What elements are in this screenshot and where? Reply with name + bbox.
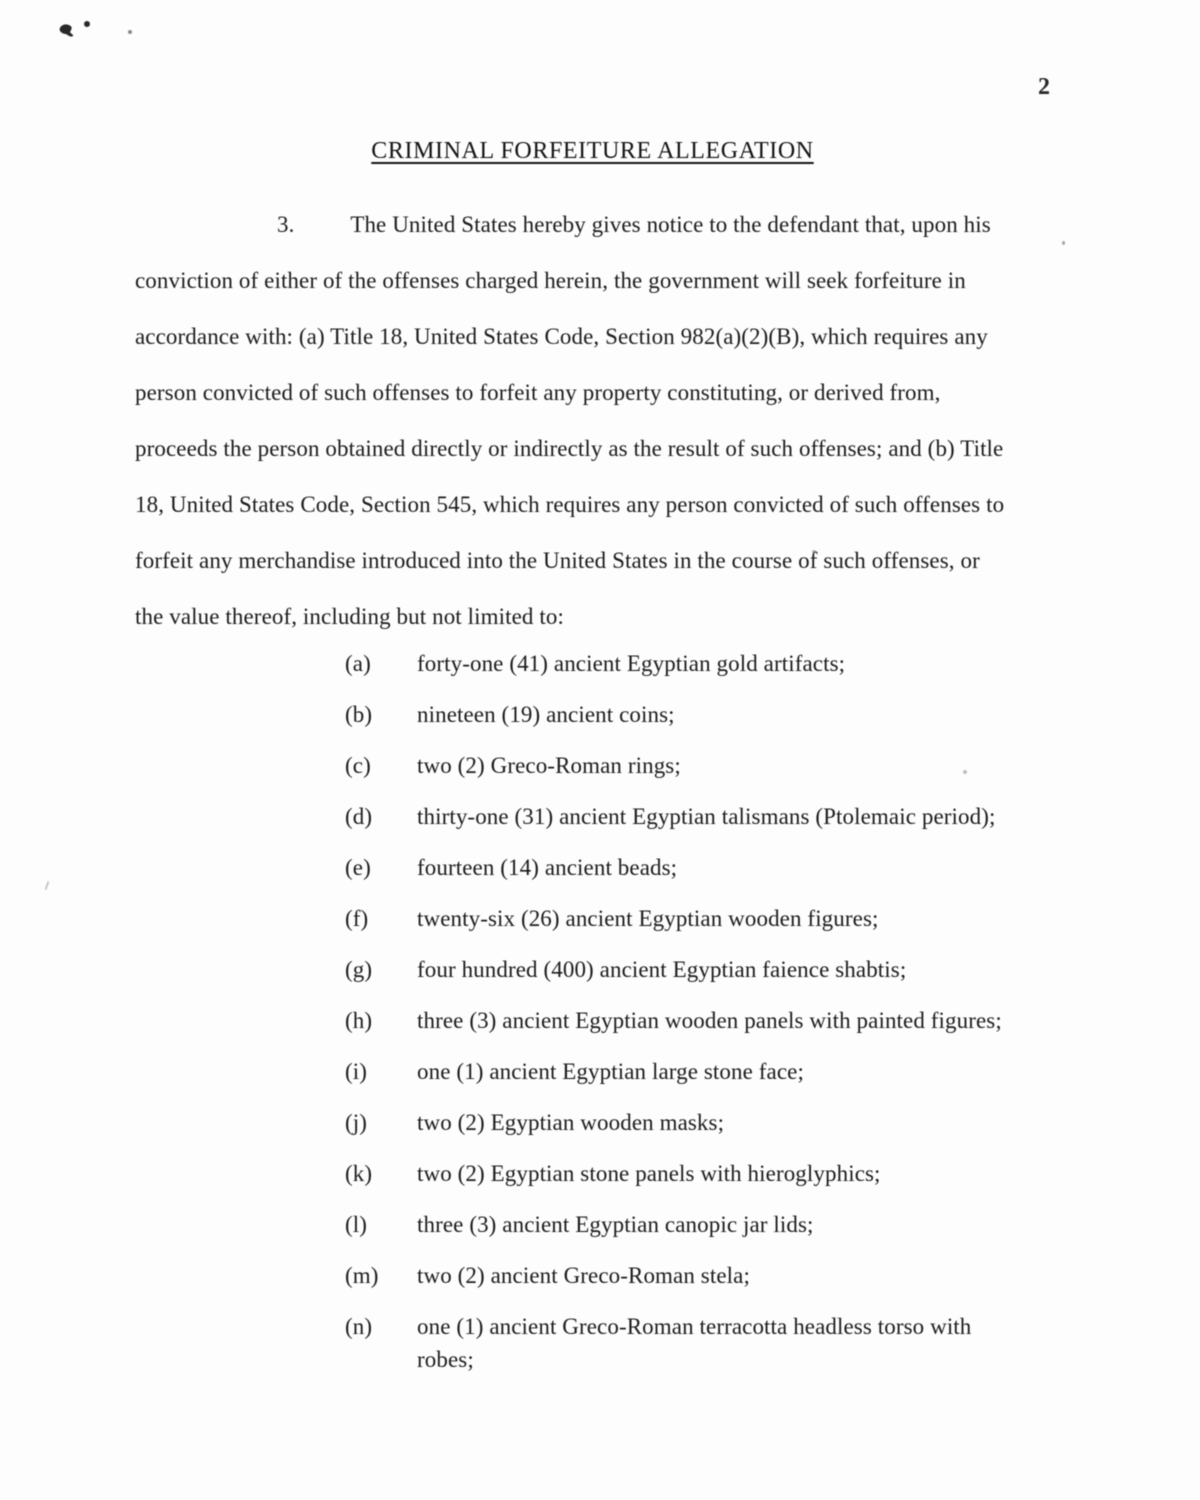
item-text: one (1) ancient Egyptian large stone face; xyxy=(417,1059,804,1084)
item-text: four hundred (400) ancient Egyptian faience shabtis; xyxy=(417,957,907,982)
forfeiture-item xyxy=(345,1157,1065,1190)
item-text: twenty-six (26) ancient Egyptian wooden figures; xyxy=(417,906,879,931)
document-title: CRIMINAL FORFEITURE ALLEGATION xyxy=(371,138,814,164)
item-text: two (2) ancient Greco-Roman stela; xyxy=(417,1263,750,1288)
item-label: (k) xyxy=(345,1161,373,1186)
item-text: fourteen (14) ancient beads; xyxy=(417,855,678,880)
item-label: (a) xyxy=(345,651,371,676)
item-label: (n) xyxy=(345,1314,373,1339)
paragraph-3 xyxy=(135,197,1075,645)
item-text: two (2) Greco-Roman rings; xyxy=(417,753,681,778)
paragraph-line: proceeds the person obtained directly or indirectly as the result of such offenses; and (b) Title xyxy=(135,436,1004,461)
forfeiture-item-list xyxy=(345,647,1065,1394)
item-text: one (1) ancient Greco-Roman terracotta headless torso with robes; xyxy=(417,1314,972,1372)
item-text: forty-one (41) ancient Egyptian gold artifacts; xyxy=(417,651,846,676)
paragraph-line: the value thereof, including but not limited to: xyxy=(135,604,564,629)
item-label: (i) xyxy=(345,1059,368,1084)
item-label: (d) xyxy=(345,804,373,829)
forfeiture-item xyxy=(345,749,1065,782)
forfeiture-item xyxy=(345,800,1065,833)
item-label: (l) xyxy=(345,1212,368,1237)
item-text: nineteen (19) ancient coins; xyxy=(417,702,675,727)
paragraph-line: person convicted of such offenses to forfeit any property constituting, or derived from, xyxy=(135,380,941,405)
paragraph-line: 18, United States Code, Section 545, which requires any person convicted of such offenses to xyxy=(135,492,1005,517)
forfeiture-item xyxy=(345,902,1065,935)
item-text: two (2) Egyptian stone panels with hieroglyphics; xyxy=(417,1161,881,1186)
forfeiture-item xyxy=(345,1310,1065,1376)
paragraph-line: forfeit any merchandise introduced into the United States in the course of such offenses, or xyxy=(135,548,980,573)
scan-speck xyxy=(128,30,132,34)
item-label: (m) xyxy=(345,1263,379,1288)
page-number: 2 xyxy=(1038,74,1050,100)
scan-speck xyxy=(84,21,90,27)
scan-speck xyxy=(45,881,50,890)
forfeiture-item xyxy=(345,851,1065,884)
paragraph-line: conviction of either of the offenses charged herein, the government will seek forfeiture in xyxy=(135,268,966,293)
paragraph-number: 3. xyxy=(277,212,295,237)
item-text: thirty-one (31) ancient Egyptian talismans (Ptolemaic period); xyxy=(417,804,996,829)
forfeiture-item xyxy=(345,1004,1065,1037)
item-text: two (2) Egyptian wooden masks; xyxy=(417,1110,725,1135)
forfeiture-item xyxy=(345,647,1065,680)
forfeiture-item xyxy=(345,1106,1065,1139)
item-text: three (3) ancient Egyptian canopic jar lids; xyxy=(417,1212,814,1237)
scan-speck xyxy=(58,22,72,36)
item-label: (e) xyxy=(345,855,371,880)
item-label: (b) xyxy=(345,702,373,727)
forfeiture-item xyxy=(345,953,1065,986)
paragraph-line-text: The United States hereby gives notice to the defendant that, upon his xyxy=(350,212,991,237)
forfeiture-item xyxy=(345,1055,1065,1088)
item-label: (h) xyxy=(345,1008,373,1033)
item-label: (g) xyxy=(345,957,373,982)
paragraph-line xyxy=(135,197,1075,253)
forfeiture-item xyxy=(345,1259,1065,1292)
item-label: (f) xyxy=(345,906,369,931)
forfeiture-item xyxy=(345,698,1065,731)
item-label: (c) xyxy=(345,753,371,778)
item-label: (j) xyxy=(345,1110,368,1135)
forfeiture-item xyxy=(345,1208,1065,1241)
item-text: three (3) ancient Egyptian wooden panels with painted figures; xyxy=(417,1008,1002,1033)
paragraph-line: accordance with: (a) Title 18, United States Code, Section 982(a)(2)(B), which requires any xyxy=(135,324,988,349)
